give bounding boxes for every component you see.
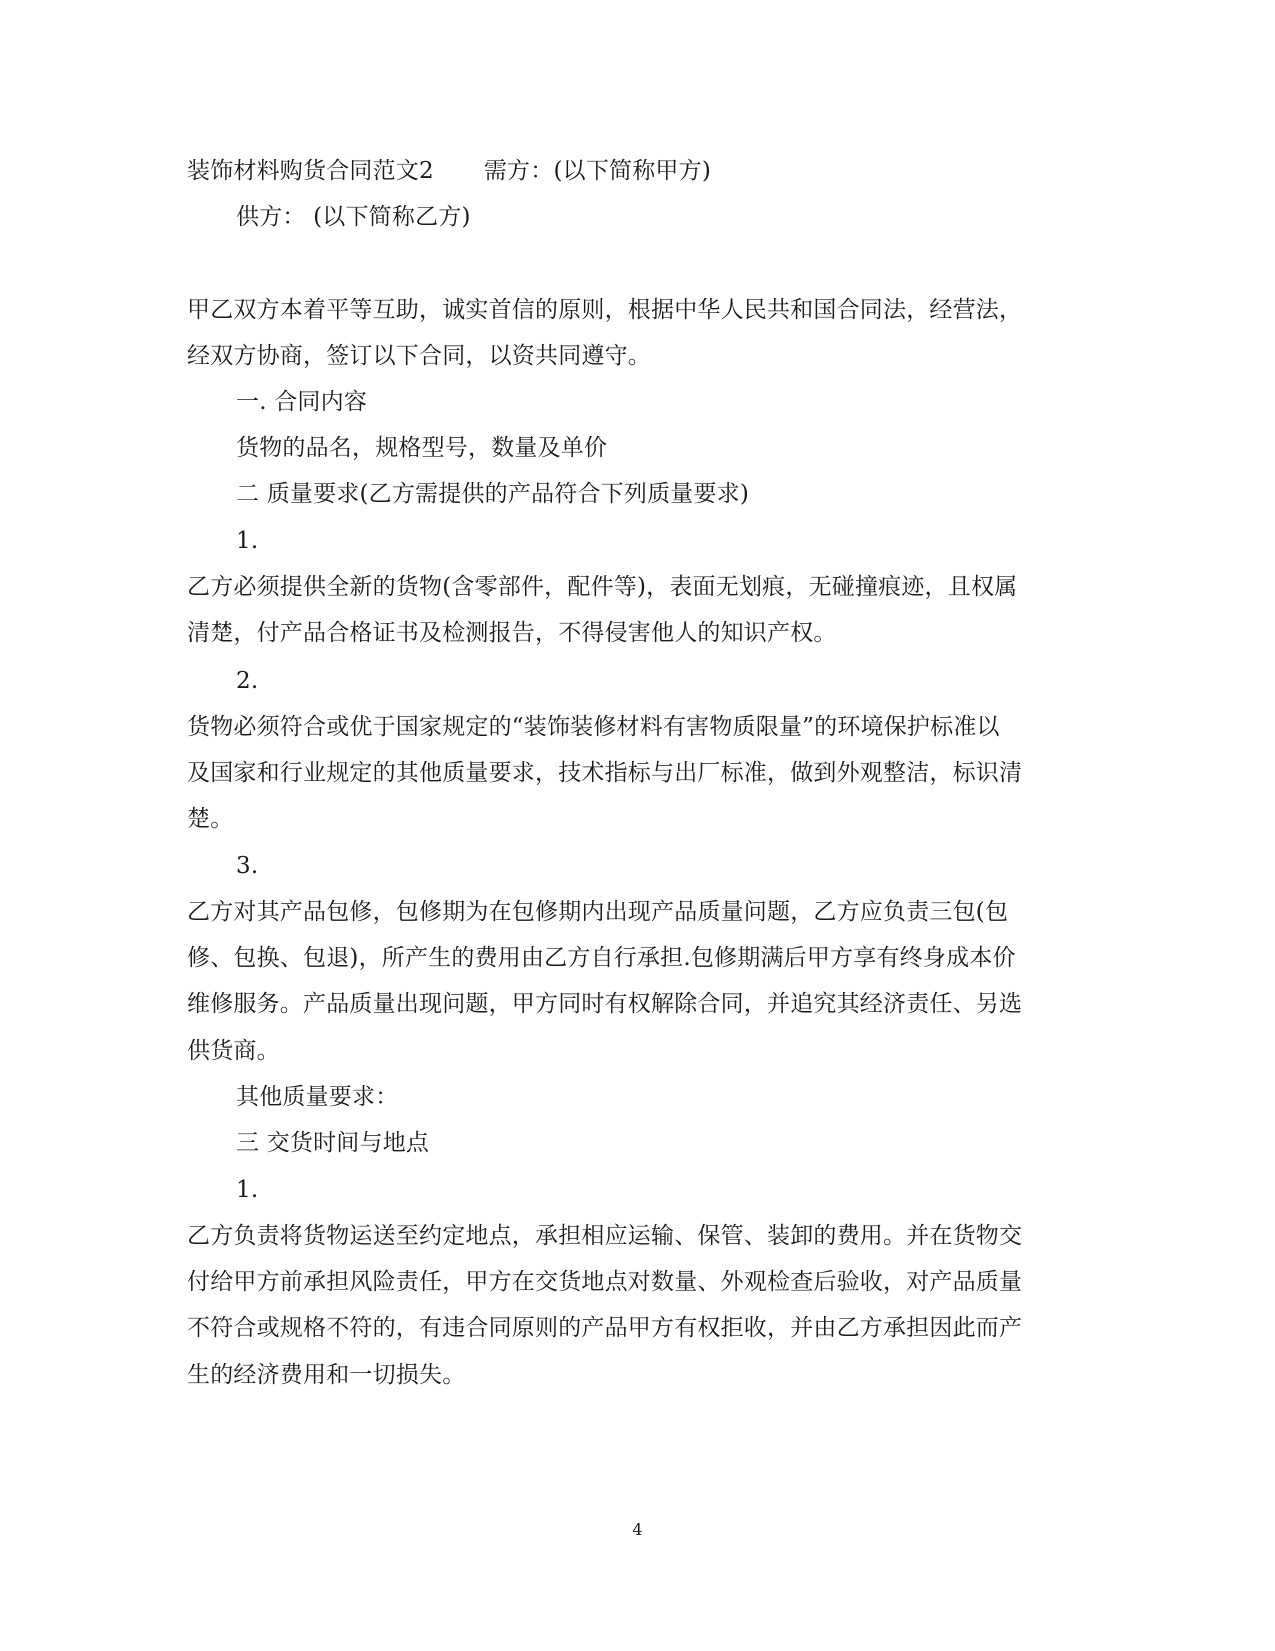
page-number: 4 xyxy=(632,1520,643,1539)
section-2-item-1-number: 1. xyxy=(236,528,259,554)
section-3-item-1-line-1: 乙方负责将货物运送至约定地点，承担相应运输、保管、装卸的费用。并在货物交 xyxy=(187,1223,1023,1249)
contract-title: 装饰材料购货合同范文2 xyxy=(187,158,434,184)
section-2-item-3-line-3: 维修服务。产品质量出现问题，甲方同时有权解除合同，并追究其经济责任、另选 xyxy=(187,991,1023,1017)
section-2-item-2-line-1: 货物必须符合或优于国家规定的“装饰装修材料有害物质限量”的环境保护标准以 xyxy=(187,714,1000,740)
section-3-item-1-line-2: 付给甲方前承担风险责任，甲方在交货地点对数量、外观检查后验收，对产品质量 xyxy=(187,1269,1023,1295)
section-1-heading: 一. 合同内容 xyxy=(236,389,368,415)
section-1-line: 货物的品名，规格型号，数量及单价 xyxy=(236,435,608,461)
section-2-item-2-line-2: 及国家和行业规定的其他质量要求，技术指标与出厂标准，做到外观整洁，标识清 xyxy=(187,760,1023,786)
other-quality-requirements: 其他质量要求： xyxy=(236,1084,399,1110)
supplier-line: 供方： (以下简称乙方) xyxy=(236,204,471,230)
section-2-item-1-line-1: 乙方必须提供全新的货物(含零部件，配件等)，表面无划痕，无碰撞痕迹，且权属 xyxy=(187,574,1018,600)
section-3-item-1-number: 1. xyxy=(236,1177,259,1203)
buyer-label: 需方：(以下简称甲方) xyxy=(483,158,711,184)
title-line xyxy=(187,156,711,186)
preamble-line-2: 经双方协商，签订以下合同，以资共同遵守。 xyxy=(187,343,651,369)
section-3-heading: 三 交货时间与地点 xyxy=(236,1130,430,1156)
section-2-item-2-number: 2. xyxy=(236,668,259,694)
section-3-item-1-line-4: 生的经济费用和一切损失。 xyxy=(187,1362,466,1388)
section-2-item-3-line-4: 供货商。 xyxy=(187,1038,280,1064)
section-2-item-3-line-2: 修、包换、包退)，所产生的费用由乙方自行承担.包修期满后甲方享有终身成本价 xyxy=(187,945,1016,971)
section-2-item-1-line-2: 清楚，付产品合格证书及检测报告，不得侵害他人的知识产权。 xyxy=(187,620,837,646)
section-2-heading: 二 质量要求(乙方需提供的产品符合下列质量要求) xyxy=(236,481,750,507)
preamble-line-1: 甲乙双方本着平等互助，诚实首信的原则，根据中华人民共和国合同法，经营法， xyxy=(187,297,1023,323)
section-2-item-2-line-3: 楚。 xyxy=(187,806,234,832)
section-2-item-3-line-1: 乙方对其产品包修，包修期为在包修期内出现产品质量问题，乙方应负责三包(包 xyxy=(187,899,1009,925)
section-3-item-1-line-3: 不符合或规格不符的，有违合同原则的产品甲方有权拒收，并由乙方承担因此而产 xyxy=(187,1315,1023,1341)
section-2-item-3-number: 3. xyxy=(236,853,259,879)
